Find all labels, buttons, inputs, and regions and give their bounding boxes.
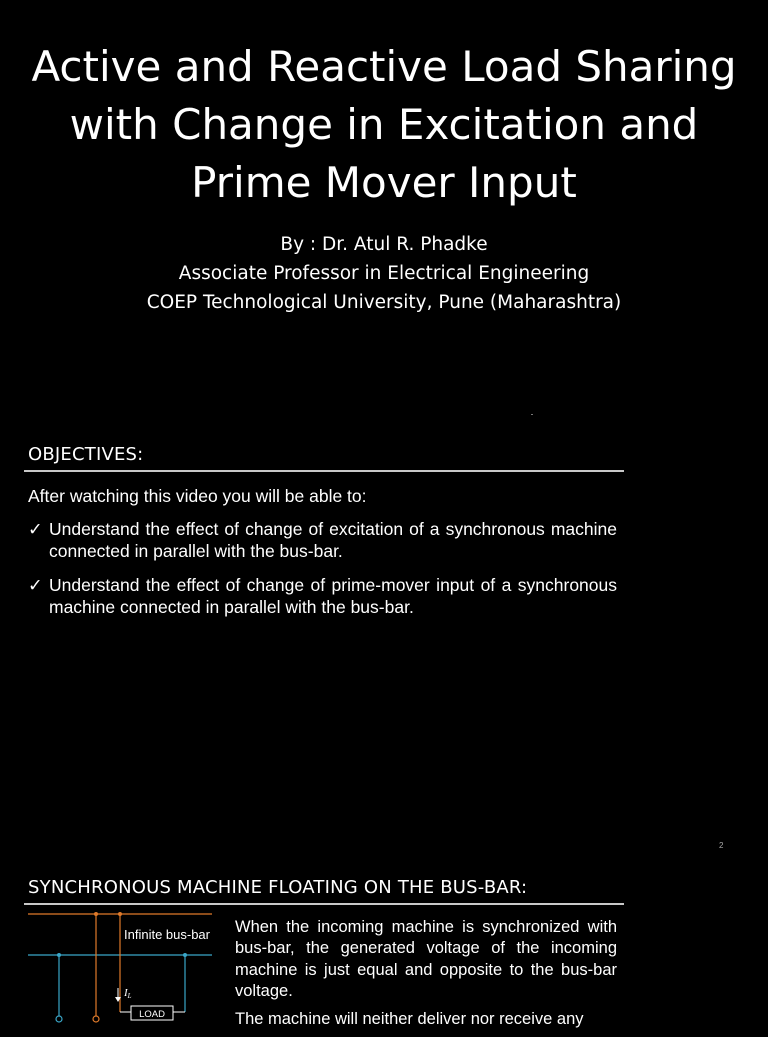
author-name: By : Dr. Atul R. Phadke bbox=[280, 234, 488, 255]
current-label: IL bbox=[124, 987, 132, 1000]
junction-dot bbox=[183, 953, 187, 957]
title-slide bbox=[0, 0, 768, 430]
junction-dot bbox=[57, 953, 61, 957]
floating-description bbox=[235, 917, 617, 1037]
paragraph: The machine will neither deliver nor receive any bbox=[235, 1010, 584, 1029]
page-number: 2 bbox=[719, 841, 724, 850]
terminal-icon bbox=[93, 1016, 99, 1022]
junction-dot bbox=[118, 912, 122, 916]
title-line-1: Active and Reactive Load Sharing bbox=[31, 42, 737, 91]
floating-heading: SYNCHRONOUS MACHINE FLOATING ON THE BUS-BAR: bbox=[28, 877, 528, 898]
terminal-icon bbox=[56, 1016, 62, 1022]
objective-text: Understand the effect of change of excitation of a synchronous machine connected in parallel with the bus-bar. bbox=[49, 519, 617, 561]
objectives-heading: OBJECTIVES: bbox=[28, 444, 144, 465]
objectives-slide bbox=[0, 430, 768, 860]
check-icon: ✓ bbox=[28, 575, 43, 595]
busbar-label: Infinite bus-bar bbox=[124, 927, 210, 942]
objectives-intro: After watching this video you will be able to: bbox=[28, 486, 367, 506]
title-line-3: Prime Mover Input bbox=[191, 158, 577, 207]
presentation-title bbox=[0, 38, 768, 212]
author-institution: COEP Technological University, Pune (Maharashtra) bbox=[146, 292, 622, 313]
busbar-circuit-diagram bbox=[24, 908, 224, 1024]
floating-slide bbox=[0, 860, 768, 1029]
heading-divider bbox=[24, 470, 624, 472]
paragraph: When the incoming machine is synchronized with bus-bar, the generated voltage of the incoming machine is just equal and opposite to the bus-bar voltage. bbox=[235, 918, 617, 1000]
objective-item bbox=[28, 574, 617, 618]
title-line-2: with Change in Excitation and bbox=[69, 100, 699, 149]
author-position: Associate Professor in Electrical Engineering bbox=[178, 263, 590, 284]
junction-dot bbox=[94, 912, 98, 916]
objective-text: Understand the effect of change of prime-mover input of a synchronous machine connected in parallel with the bus-bar. bbox=[49, 575, 617, 617]
objective-item bbox=[28, 518, 617, 562]
load-label: LOAD bbox=[139, 1009, 165, 1020]
check-icon: ✓ bbox=[28, 519, 43, 539]
stray-mark bbox=[531, 414, 533, 415]
author-block bbox=[0, 230, 768, 317]
objectives-list bbox=[28, 518, 617, 630]
heading-divider bbox=[24, 903, 624, 905]
